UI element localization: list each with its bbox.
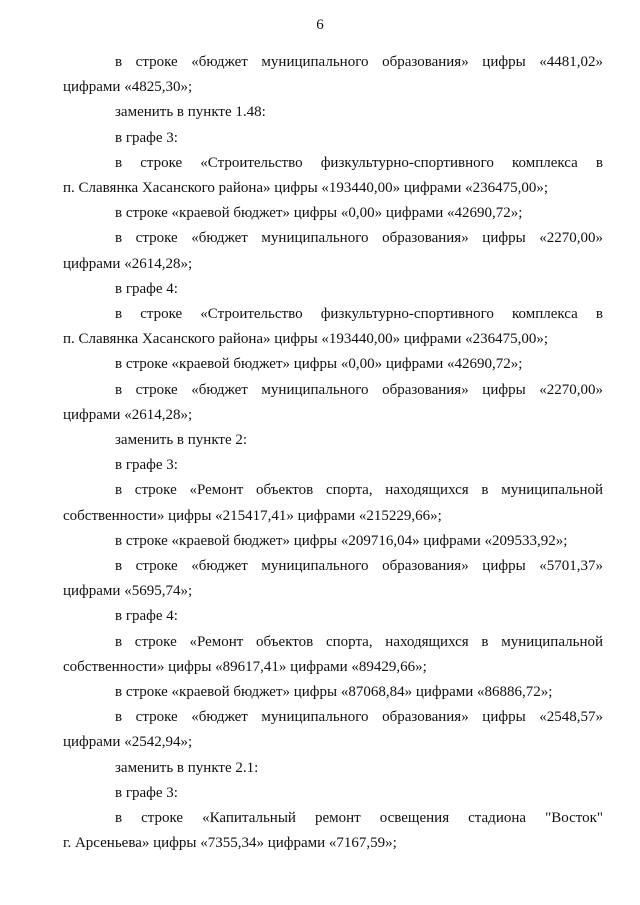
paragraph-line: п. Славянка Хасанского района» цифры «193440,00» цифрами «236475,00»; — [63, 180, 549, 197]
paragraph-line: в строке «бюджет муниципального образования» цифры «5701,37» — [115, 558, 603, 575]
document-paragraph — [63, 604, 603, 629]
paragraph-line: цифрами «5695,74»; — [63, 583, 193, 600]
paragraph-line: в строке «Строительство физкультурно-спортивного комплекса в — [115, 306, 603, 323]
document-paragraph — [63, 226, 603, 276]
paragraph-line: в строке «Ремонт объектов спорта, находящихся в муниципальной — [115, 633, 603, 650]
paragraph-line: заменить в пункте 2: — [115, 432, 248, 449]
paragraph-line: в строке «бюджет муниципального образования» цифры «4481,02» — [115, 54, 603, 70]
paragraph-line: в строке «бюджет муниципального образования» цифры «2270,00» — [115, 381, 603, 398]
paragraph-line: заменить в пункте 2.1: — [115, 759, 259, 776]
document-paragraph — [63, 302, 603, 352]
paragraph-line: цифрами «2542,94»; — [63, 734, 193, 751]
document-paragraph — [63, 201, 603, 226]
paragraph-line: в графе 3: — [115, 457, 178, 474]
page-number: 6 — [316, 17, 324, 33]
document-paragraph — [63, 705, 603, 755]
paragraph-line: цифрами «2614,28»; — [63, 255, 193, 272]
document-paragraph — [63, 478, 603, 528]
paragraph-line: в графе 4: — [115, 280, 178, 297]
paragraph-line: в строке «краевой бюджет» цифры «0,00» цифрами «42690,72»; — [115, 205, 523, 222]
document-paragraph — [63, 781, 603, 806]
paragraph-line: в строке «Капитальный ремонт освещения стадиона "Восток" — [115, 810, 603, 827]
paragraph-line: в строке «краевой бюджет» цифры «87068,84» цифрами «86886,72»; — [115, 684, 553, 701]
paragraph-line: в графе 4: — [115, 608, 178, 625]
paragraph-line: в строке «Ремонт объектов спорта, находящихся в муниципальной — [115, 482, 603, 499]
document-paragraph — [63, 680, 603, 705]
paragraph-line: цифрами «4825,30»; — [63, 79, 193, 96]
paragraph-line: собственности» цифры «89617,41» цифрами «89429,66»; — [63, 658, 427, 675]
document-paragraph — [63, 806, 603, 856]
paragraph-line: в графе 3: — [115, 784, 178, 801]
paragraph-line: г. Арсеньева» цифры «7355,34» цифрами «7167,59»; — [63, 835, 397, 852]
paragraph-line: п. Славянка Хасанского района» цифры «193440,00» цифрами «236475,00»; — [63, 331, 549, 348]
paragraph-line: в строке «бюджет муниципального образования» цифры «2270,00» — [115, 230, 603, 247]
document-paragraph — [63, 630, 603, 680]
paragraph-line: цифрами «2614,28»; — [63, 406, 193, 423]
document-body — [63, 50, 603, 857]
paragraph-line: заменить в пункте 1.48: — [115, 104, 266, 121]
document-paragraph — [63, 277, 603, 302]
paragraph-line: в графе 3: — [115, 129, 178, 146]
document-paragraph — [63, 100, 603, 125]
document-paragraph — [63, 126, 603, 151]
document-paragraph — [63, 529, 603, 554]
document-paragraph — [63, 50, 603, 100]
paragraph-line: в строке «краевой бюджет» цифры «209716,04» цифрами «209533,92»; — [115, 532, 568, 549]
document-paragraph — [63, 352, 603, 377]
document-paragraph — [63, 554, 603, 604]
document-paragraph — [63, 453, 603, 478]
paragraph-line: собственности» цифры «215417,41» цифрами «215229,66»; — [63, 507, 442, 524]
paragraph-line: в строке «краевой бюджет» цифры «0,00» цифрами «42690,72»; — [115, 356, 523, 373]
document-paragraph — [63, 428, 603, 453]
paragraph-line: в строке «Строительство физкультурно-спортивного комплекса в — [115, 154, 603, 171]
paragraph-line: в строке «бюджет муниципального образования» цифры «2548,57» — [115, 709, 603, 726]
document-paragraph — [63, 756, 603, 781]
document-paragraph — [63, 378, 603, 428]
document-paragraph — [63, 151, 603, 201]
